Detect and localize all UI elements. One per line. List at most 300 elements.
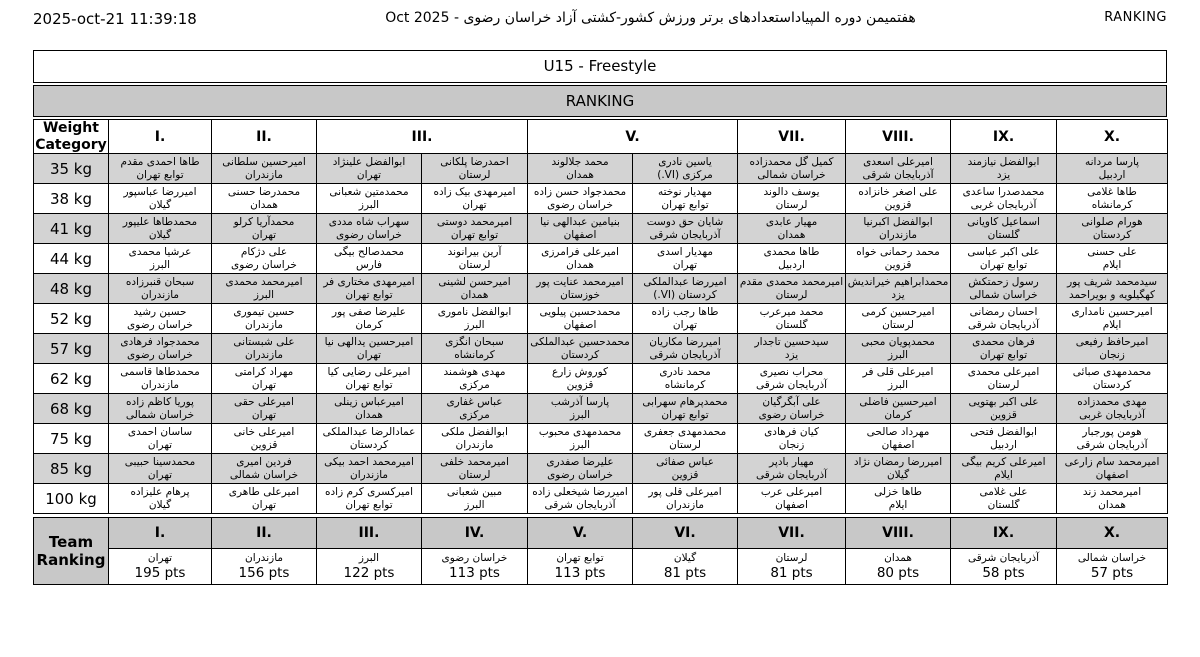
athlete-province: البرز [464, 318, 485, 331]
weight-label: 52 kg [34, 304, 109, 334]
athlete-cell [846, 454, 951, 484]
athlete-name: امیررضا عباسپور [123, 185, 197, 198]
athlete-cell [951, 484, 1057, 514]
team-name: همدان [884, 552, 912, 564]
athlete-name: ابوالفضل ناموری [437, 305, 512, 318]
athlete-province: مرکزی [459, 408, 490, 421]
athlete-province: آذربایجان غربی [1079, 408, 1145, 421]
athlete-cell [951, 184, 1057, 214]
athlete-name: رسول زحمتکش [968, 275, 1039, 288]
weight-row [34, 334, 1168, 364]
athlete-name: ابوالفضل علینژاد [332, 155, 406, 168]
athlete-cell [633, 244, 738, 274]
athlete-name: امیرحسن لشینی [438, 275, 511, 288]
ranking-table [33, 119, 1168, 514]
athlete-province: البرز [253, 288, 275, 301]
athlete-name: پوریا کاظم زاده [126, 395, 194, 408]
athlete-cell [528, 274, 633, 304]
athlete-cell [317, 154, 422, 184]
athlete-name: علی دژکام [240, 245, 288, 258]
ranking-sheet [33, 50, 1167, 585]
athlete-name: امیرعلی رضایی کیا [327, 365, 411, 378]
weight-row [34, 364, 1168, 394]
athlete-cell [422, 364, 528, 394]
athlete-province: همدان [1098, 498, 1126, 511]
athlete-province: خراسان رضوی [127, 318, 193, 331]
athlete-name: امیرعلی حقی [234, 395, 294, 408]
athlete-province: توابع تهران [345, 378, 393, 391]
athlete-cell [1057, 184, 1168, 214]
athlete-cell [212, 424, 317, 454]
team-rank-header-row [34, 518, 1168, 549]
team-cell [738, 549, 846, 585]
team-cell [1057, 549, 1168, 585]
athlete-name: پارسا مردانه [1084, 155, 1140, 168]
weight-row [34, 304, 1168, 334]
athlete-name: امیررضا مکاریان [649, 335, 721, 348]
weight-row [34, 184, 1168, 214]
athlete-cell [109, 214, 212, 244]
weight-label: 57 kg [34, 334, 109, 364]
athlete-name: طاها رجب زاده [651, 305, 719, 318]
team-name: توابع تهران [556, 552, 604, 564]
athlete-cell [422, 304, 528, 334]
athlete-name: علی اصغر خانزاده [858, 185, 938, 198]
rank-header-8: X. [1057, 120, 1168, 154]
team-cell [846, 549, 951, 585]
athlete-province: گلستان [987, 228, 1020, 241]
athlete-name: عباس صفائی [656, 455, 714, 468]
athlete-name: محمدطاها قاسمی [120, 365, 200, 378]
athlete-province: تهران [147, 468, 173, 481]
athlete-province: اردبیل [778, 258, 805, 271]
athlete-name: مهدیار نوخته [657, 185, 713, 198]
athlete-name: احمدرضا پلکانی [440, 155, 509, 168]
athlete-cell [317, 274, 422, 304]
athlete-name: امیرمهدی بیک زاده [433, 185, 516, 198]
athlete-name: محراب نصیری [759, 365, 824, 378]
athlete-name: امیرعلی محمدی [967, 365, 1040, 378]
athlete-name: شایان حق دوست [646, 215, 724, 228]
athlete-cell [317, 484, 422, 514]
team-cell [951, 549, 1057, 585]
athlete-province: کردستان [560, 348, 600, 361]
athlete-province: آذربایجان شرقی [649, 228, 721, 241]
athlete-province: آذربایجان شرقی [755, 468, 828, 481]
team-points: 81 pts [770, 565, 813, 581]
timestamp: 2025-oct-21 11:39:18 [33, 10, 197, 28]
athlete-name: عباس غفاری [446, 395, 503, 408]
athlete-province: کردستان [349, 438, 389, 451]
athlete-cell [1057, 154, 1168, 184]
athlete-cell [846, 154, 951, 184]
athlete-name: امیرحسین نامداری [1071, 305, 1153, 318]
athlete-province: زنجان [1099, 348, 1125, 361]
team-rank-header-1: I. [109, 518, 212, 549]
athlete-province: همدان [566, 168, 594, 181]
athlete-cell [422, 454, 528, 484]
athlete-province: توابع تهران [345, 498, 393, 511]
athlete-cell [422, 334, 528, 364]
athlete-province: تهران [251, 408, 277, 421]
team-rank-header-5: V. [528, 518, 633, 549]
rank-header-5: VII. [738, 120, 846, 154]
team-points: 195 pts [134, 565, 186, 581]
athlete-cell [109, 364, 212, 394]
athlete-name: محمدطاها علیپور [122, 215, 198, 228]
athlete-cell [633, 454, 738, 484]
athlete-name: امیرمحمد محمدی مقدم [739, 275, 844, 288]
athlete-cell [633, 484, 738, 514]
athlete-cell [212, 154, 317, 184]
athlete-name: امیرعلی قلی پور [648, 485, 722, 498]
team-points: 113 pts [449, 565, 500, 581]
athlete-name: عمادالرضا عبدالملکی [322, 425, 416, 438]
athlete-cell [528, 334, 633, 364]
athlete-name: مبین شعبانی [446, 485, 503, 498]
athlete-cell [846, 184, 951, 214]
athlete-cell [212, 274, 317, 304]
athlete-province: البرز [887, 348, 909, 361]
athlete-cell [738, 394, 846, 424]
weight-label: 85 kg [34, 454, 109, 484]
athlete-name: ابوالفضل فتحی [970, 425, 1037, 438]
athlete-province: لرستان [987, 378, 1020, 391]
athlete-cell [633, 184, 738, 214]
athlete-name: مهراد کرامتی [234, 365, 294, 378]
athlete-province: یزد [784, 348, 799, 361]
athlete-province: مرکزی (VI.) [657, 168, 713, 181]
athlete-province: کرمانشاه [664, 378, 706, 391]
team-cell [528, 549, 633, 585]
team-points: 80 pts [876, 565, 920, 581]
athlete-cell [1057, 214, 1168, 244]
athlete-cell [109, 484, 212, 514]
team-points: 81 pts [663, 565, 707, 581]
team-ranking-label: Team Ranking [34, 518, 109, 585]
athlete-province: تهران [462, 198, 487, 211]
athlete-province: قزوین [566, 378, 594, 391]
team-name: گیلان [673, 552, 697, 564]
weight-row [34, 424, 1168, 454]
athlete-province: کرمانشاه [454, 348, 495, 361]
athlete-name: مهیار عابدی [765, 215, 818, 228]
weight-row [34, 154, 1168, 184]
athlete-cell [633, 364, 738, 394]
athlete-name: طاها احمدی مقدم [120, 155, 200, 168]
athlete-cell [422, 274, 528, 304]
athlete-province: اصفهان [1095, 468, 1129, 481]
weight-row [34, 454, 1168, 484]
athlete-name: امیرحافظ رفیعی [1075, 335, 1149, 348]
athlete-province: همدان [355, 408, 383, 421]
athlete-cell [317, 454, 422, 484]
athlete-cell [738, 214, 846, 244]
athlete-name: امیرمحمد دوستی [436, 215, 513, 228]
athlete-province: قزوین [990, 408, 1017, 421]
athlete-province: خراسان شمالی [229, 468, 299, 481]
athlete-cell [317, 244, 422, 274]
athlete-province: قزوین [884, 198, 912, 211]
athlete-province: اصفهان [775, 498, 808, 511]
team-name: خراسان شمالی [1077, 552, 1147, 564]
weight-label: 44 kg [34, 244, 109, 274]
team-points: 113 pts [554, 565, 606, 581]
athlete-cell [422, 154, 528, 184]
athlete-name: محمدمهدی صبائی [1072, 365, 1152, 378]
athlete-province: آذربایجان شرقی [649, 348, 721, 361]
athlete-cell [633, 334, 738, 364]
athlete-cell [109, 274, 212, 304]
athlete-cell [212, 394, 317, 424]
weight-row [34, 484, 1168, 514]
team-cell [422, 549, 528, 585]
athlete-name: علی اکبر عباسی [967, 245, 1040, 258]
athlete-province: مازندران [455, 438, 494, 451]
athlete-province: یزد [996, 168, 1011, 181]
athlete-province: گلستان [987, 498, 1020, 511]
athlete-name: امیرحسین یدالهی نیا [324, 335, 414, 348]
athlete-name: ابوالفضل اکبرنیا [863, 215, 933, 228]
athlete-province: لرستان [882, 318, 914, 331]
weight-category-header: Weight Category [35, 120, 107, 153]
athlete-province: البرز [358, 198, 380, 211]
team-rank-header-4: IV. [422, 518, 528, 549]
athlete-cell [317, 364, 422, 394]
athlete-cell [846, 244, 951, 274]
athlete-province: گیلان [148, 228, 172, 241]
athlete-province: خراسان رضوی [758, 408, 825, 421]
athlete-name: محمد میرعرب [759, 305, 824, 318]
athlete-province: تهران [356, 168, 382, 181]
athlete-province: کرمانشاه [1091, 198, 1133, 211]
athlete-cell [317, 214, 422, 244]
athlete-name: محمدصدرا ساعدی [962, 185, 1045, 198]
weight-label: 41 kg [34, 214, 109, 244]
athlete-province: فارس [355, 258, 383, 271]
athlete-cell [212, 484, 317, 514]
athlete-province: البرز [569, 408, 591, 421]
team-rank-header-9: IX. [951, 518, 1057, 549]
athlete-province: ایلام [1102, 318, 1122, 331]
athlete-name: سیدمحمد شریف پور [1067, 275, 1157, 288]
athlete-cell [317, 334, 422, 364]
rank-header-3: III. [317, 120, 528, 154]
athlete-province: قزوین [250, 438, 278, 451]
team-cell [633, 549, 738, 585]
athlete-province: خراسان رضوی [336, 228, 402, 241]
athlete-cell [951, 244, 1057, 274]
team-cell [109, 549, 212, 585]
athlete-province: تهران [251, 228, 277, 241]
rank-header-4: V. [528, 120, 738, 154]
athlete-cell [422, 244, 528, 274]
athlete-cell [738, 184, 846, 214]
athlete-cell [317, 424, 422, 454]
team-name: آذربایجان شرقی [967, 552, 1040, 564]
athlete-province: آذربایجان غربی [970, 198, 1037, 211]
athlete-cell [212, 334, 317, 364]
athlete-cell [109, 334, 212, 364]
athlete-province: خراسان رضوی [547, 468, 613, 481]
athlete-cell [846, 484, 951, 514]
athlete-cell [528, 304, 633, 334]
athlete-province: خوزستان [560, 288, 600, 301]
athlete-name: امیرمحمد عنایت پور [536, 275, 624, 288]
athlete-name: امیرعلی عرب [760, 485, 823, 498]
athlete-province: تهران [356, 348, 382, 361]
ranking-banner: RANKING [33, 85, 1167, 117]
team-points: 122 pts [343, 565, 395, 581]
athlete-name: محمدپرهام سهرابی [642, 395, 728, 408]
athlete-cell [633, 394, 738, 424]
athlete-cell [846, 334, 951, 364]
athlete-province: اصفهان [563, 228, 597, 241]
athlete-cell [212, 214, 317, 244]
athlete-province: تهران [147, 438, 173, 451]
athlete-province: مازندران [879, 228, 918, 241]
athlete-cell [212, 364, 317, 394]
athlete-province: آذربایجان شرقی [755, 378, 828, 391]
athlete-province: مازندران [349, 468, 389, 481]
team-points: 156 pts [238, 565, 290, 581]
team-rank-header-7: VII. [738, 518, 846, 549]
athlete-province: تهران [672, 258, 698, 271]
athlete-name: سبحان قنبرزاده [125, 275, 195, 288]
athlete-name: امیرعلی فرامرزی [541, 245, 619, 258]
athlete-province: کردستان (VI.) [653, 288, 717, 301]
weight-label: 35 kg [34, 154, 109, 184]
athlete-cell [1057, 334, 1168, 364]
athlete-province: گیلان [148, 198, 172, 211]
athlete-name: پرهام علیزاده [130, 485, 190, 498]
team-cell [317, 549, 422, 585]
athlete-province: توابع تهران [661, 198, 709, 211]
athlete-cell [1057, 394, 1168, 424]
athlete-name: امیرحسین سلطانی [222, 155, 306, 168]
athlete-name: کیان فرهادی [764, 425, 819, 438]
athlete-cell [738, 424, 846, 454]
athlete-cell [422, 484, 528, 514]
athlete-name: یاسین نادری [658, 155, 712, 168]
rank-header-2: II. [212, 120, 317, 154]
athlete-cell [951, 364, 1057, 394]
page-header [0, 0, 1200, 50]
athlete-province: آذربایجان شرقی [967, 318, 1040, 331]
athlete-name: ابوالفضل نیازمند [967, 155, 1040, 168]
athlete-cell [738, 244, 846, 274]
athlete-name: محمدحسین عبدالملکی [530, 335, 630, 348]
athlete-name: محمد جلالوند [551, 155, 609, 168]
athlete-name: محمدسینا حبیبی [124, 455, 196, 468]
athlete-province: اردبیل [990, 438, 1017, 451]
athlete-province: خراسان شمالی [969, 288, 1038, 301]
athlete-province: تهران [251, 498, 277, 511]
athlete-cell [1057, 454, 1168, 484]
athlete-name: امیرمحمد خلفی [440, 455, 509, 468]
athlete-province: کهگیلویه و بویراحمد [1069, 288, 1156, 301]
athlete-province: خراسان رضوی [127, 348, 193, 361]
team-rank-header-6: VI. [633, 518, 738, 549]
team-rank-header-3: III. [317, 518, 422, 549]
athlete-name: محمدآریا کرلو [233, 215, 295, 228]
athlete-province: کردستان [1092, 228, 1132, 241]
athlete-cell [738, 364, 846, 394]
athlete-province: گیلان [148, 498, 172, 511]
athlete-name: هومن پورجبار [1082, 425, 1142, 438]
athlete-cell [1057, 424, 1168, 454]
athlete-name: مهرداد صالحی [866, 425, 930, 438]
athlete-cell [738, 484, 846, 514]
athlete-province: قزوین [671, 468, 699, 481]
athlete-province: گلستان [775, 318, 808, 331]
athlete-cell [846, 424, 951, 454]
athlete-name: طاها غلامی [1087, 185, 1137, 198]
athlete-province: آذربایجان شرقی [862, 168, 934, 181]
athlete-name: علی غلامی [979, 485, 1028, 498]
weight-row [34, 244, 1168, 274]
athlete-name: محمدرضا حسنی [227, 185, 301, 198]
athlete-province: توابع تهران [979, 348, 1028, 361]
athlete-province: مازندران [140, 378, 180, 391]
athlete-name: محمدپویان محبی [861, 335, 935, 348]
athlete-province: خراسان رضوی [547, 198, 613, 211]
weight-label: 62 kg [34, 364, 109, 394]
athlete-province: توابع تهران [450, 228, 499, 241]
athlete-province: گیلان [886, 468, 910, 481]
athlete-cell [738, 154, 846, 184]
athlete-province: مازندران [666, 498, 705, 511]
athlete-cell [951, 394, 1057, 424]
athlete-cell [633, 154, 738, 184]
athlete-province: ایلام [888, 498, 908, 511]
athlete-cell [738, 304, 846, 334]
weight-label: 100 kg [34, 484, 109, 514]
weight-row [34, 394, 1168, 424]
athlete-name: امیرمحمد زند [1082, 485, 1142, 498]
athlete-cell [528, 154, 633, 184]
athlete-cell [317, 184, 422, 214]
athlete-name: امیرعلی قلی فر [862, 365, 934, 378]
page-ranking-label: RANKING [1104, 10, 1167, 25]
athlete-name: محمدمهدی محبوب [538, 425, 622, 438]
team-cell [212, 549, 317, 585]
athlete-cell [738, 274, 846, 304]
team-name: لرستان [775, 552, 808, 564]
athlete-province: البرز [887, 378, 909, 391]
athlete-cell [212, 454, 317, 484]
athlete-name: امیرعلی طاهری [228, 485, 300, 498]
athlete-cell [1057, 244, 1168, 274]
athlete-province: اردبیل [1098, 168, 1126, 181]
athlete-cell [528, 454, 633, 484]
athlete-name: مهیار بادپر [769, 455, 814, 468]
athlete-name: ابوالفضل ملکی [441, 425, 508, 438]
weight-label: 48 kg [34, 274, 109, 304]
athlete-province: همدان [460, 288, 489, 301]
athlete-cell [109, 454, 212, 484]
athlete-name: امیررضا عبدالملکی [643, 275, 727, 288]
team-name: البرز [358, 552, 380, 564]
athlete-name: محمدمتین شعبانی [329, 185, 409, 198]
athlete-province: یزد [891, 288, 905, 301]
athlete-cell [633, 214, 738, 244]
athlete-cell [1057, 274, 1168, 304]
athlete-cell [109, 154, 212, 184]
athlete-province: زنجان [778, 438, 805, 451]
team-name: مازندران [244, 552, 284, 564]
athlete-cell [846, 214, 951, 244]
